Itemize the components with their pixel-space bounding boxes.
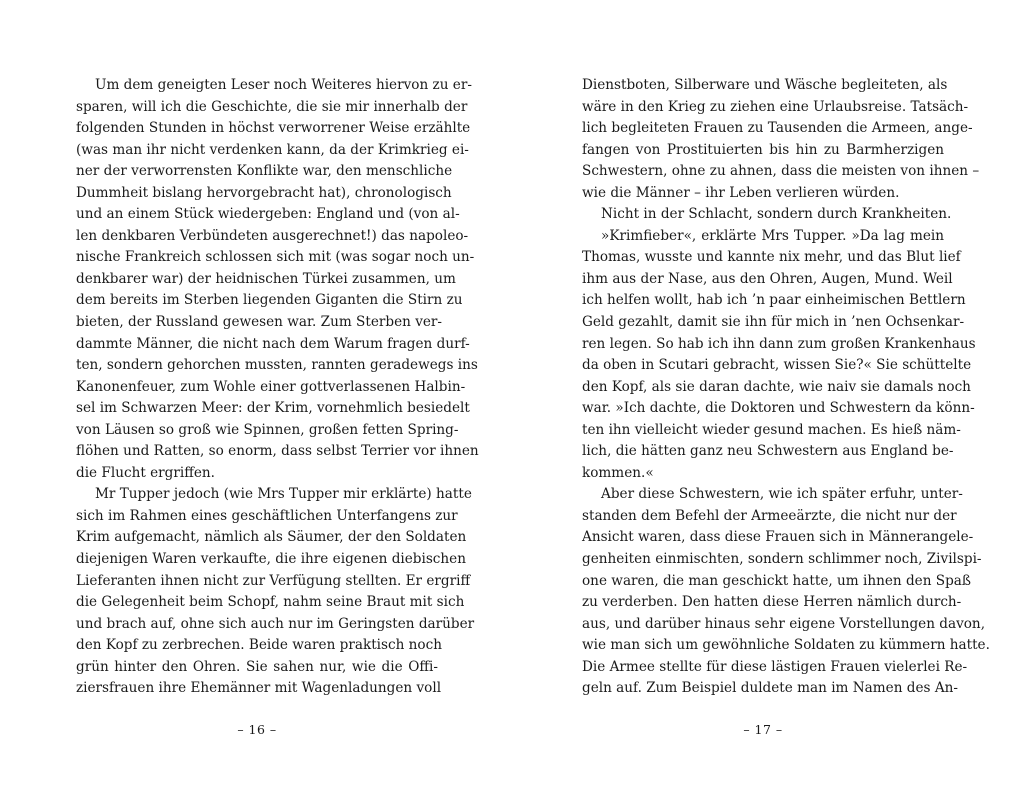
left-page-line: Mr Tupper jedoch (wie Mrs Tupper mir erklärte) hatte — [95, 486, 472, 503]
left-page-line: len denkbaren Verbündeten ausgerechnet!) das napoleo- — [76, 227, 469, 244]
left-page-line: Krim aufgemacht, nämlich als Säumer, der den Soldaten — [76, 529, 467, 546]
left-page-line: Lieferanten ihnen nicht zur Verfügung stellten. Er ergriff — [76, 572, 471, 589]
left-page-line: Dummheit bislang hervorgebracht hat), chronologisch — [76, 184, 452, 201]
right-page-line: lich, die hätten ganz neu Schwestern aus England be- — [582, 443, 954, 460]
left-page-line: und an einem Stück wiedergeben: England und (von al- — [76, 206, 460, 223]
left-page-line: ziersfrauen ihre Ehemänner mit Wagenladungen voll — [76, 680, 442, 697]
right-page-line: den Kopf, als sie daran dachte, wie naiv sie damals noch — [582, 378, 971, 395]
right-page-line: ren legen. So hab ich ihn dann zum großen Krankenhaus — [582, 335, 976, 352]
right-page-line: ten ihn vielleicht wieder gesund machen. Es hieß näm- — [582, 421, 961, 438]
right-page-line: standen dem Befehl der Armeeärzte, die nicht nur der — [582, 507, 957, 524]
right-page-line: wie man sich um gewöhnliche Soldaten zu kümmern hatte. — [582, 637, 990, 654]
right-page-line: one waren, die man geschickt hatte, um ihnen den Spaß — [582, 572, 971, 589]
left-page-line: grün hinter den Ohren. Sie sahen nur, wie die Offi- — [76, 658, 438, 675]
right-page-line: Nicht in der Schlacht, sondern durch Krankheiten. — [601, 206, 952, 223]
right-page-line: Thomas, wusste und kannte nix mehr, und das Blut lief — [582, 249, 961, 266]
right-page-line: fangen von Prostituierten bis hin zu Barmherzigen — [582, 141, 944, 158]
right-page-line: war. »Ich dachte, die Doktoren und Schwestern da könn- — [582, 400, 975, 417]
left-page-line: die Flucht ergriffen. — [76, 464, 215, 481]
left-page-line: ner der verworrensten Konflikte war, den menschliche — [76, 163, 453, 180]
left-page-line: Kanonenfeuer, zum Wohle einer gottverlassenen Halbin- — [76, 378, 466, 395]
left-page-number: – 16 – — [237, 722, 277, 737]
right-page-line: geln auf. Zum Beispiel duldete man im Namen des An- — [582, 680, 958, 697]
left-page-line: sel im Schwarzen Meer: der Krim, vornehmlich besiedelt — [76, 400, 470, 417]
left-page-line: (was man ihr nicht verdenken kann, da der Krimkrieg ei- — [76, 141, 469, 158]
left-page-line: sparen, will ich die Geschichte, die sie mir innerhalb der — [76, 98, 468, 115]
right-page-line: Geld gezahlt, damit sie ihn für mich in ’nen Ochsenkar- — [582, 314, 965, 331]
right-page-line: kommen.« — [582, 464, 654, 481]
left-page-line: Um dem geneigten Leser noch Weiteres hiervon zu er- — [95, 77, 472, 93]
left-page-line: sich im Rahmen eines geschäftlichen Unterfangens zur — [76, 507, 458, 524]
left-page-line: dammte Männer, die nicht nach dem Warum fragen durf- — [76, 335, 470, 352]
left-page-line: folgenden Stunden in höchst verworrener Weise erzählte — [76, 120, 471, 137]
left-page-line: ten, sondern gehorchen mussten, rannten geradewegs ins — [76, 357, 478, 374]
right-page-line: aus, und darüber hinaus sehr eigene Vorstellungen davon, — [582, 615, 986, 632]
left-page-line: bieten, der Russland gewesen war. Zum Sterben ver- — [76, 314, 443, 331]
right-page-line: »Krimfieber«, erklärte Mrs Tupper. »Da lag mein — [601, 227, 944, 244]
right-page-line: Schwestern, ohne zu ahnen, dass die meisten von ihnen – — [582, 163, 980, 180]
right-page-text — [582, 75, 990, 700]
left-page-line: nische Frankreich schlossen sich mit (was sogar noch un- — [76, 249, 475, 266]
right-page-line: da oben in Scutari gebracht, wissen Sie?« Sie schüttelte — [582, 357, 972, 374]
left-page-line: denkbarer war) der heidnischen Türkei zusammen, um — [76, 270, 456, 287]
right-page-line: Ansicht waren, dass diese Frauen sich in Männerangele- — [582, 529, 974, 546]
left-page-line: dem bereits im Sterben liegenden Giganten die Stirn zu — [76, 292, 463, 309]
right-page-line: zu verderben. Den hatten diese Herren nämlich durch- — [582, 594, 962, 611]
left-page-line: diejenigen Waren verkaufte, die ihre eigenen diebischen — [76, 551, 466, 568]
left-page-text — [76, 75, 479, 700]
right-page-line: ich helfen wollt, hab ich ’n paar einheimischen Bettlern — [582, 292, 966, 309]
left-page-line: und brach auf, ohne sich auch nur im Geringsten darüber — [76, 615, 475, 632]
left-page-line: die Gelegenheit beim Schopf, nahm seine Braut mit sich — [76, 594, 465, 611]
right-page-line: genheiten einmischten, sondern schlimmer noch, Zivilspi- — [582, 551, 982, 568]
right-page-line: Aber diese Schwestern, wie ich später erfuhr, unter- — [601, 486, 963, 503]
left-page-line: von Läusen so groß wie Spinnen, großen fetten Spring- — [76, 421, 459, 438]
left-page-line: flöhen und Ratten, so enorm, dass selbst Terrier vor ihnen — [76, 443, 479, 460]
right-page-number: – 17 – — [743, 722, 783, 737]
right-page-line: lich begleiteten Frauen zu Tausenden die Armeen, ange- — [582, 120, 973, 137]
left-page-line: den Kopf zu zerbrechen. Beide waren praktisch noch — [76, 637, 442, 654]
right-page-line: Die Armee stellte für diese lästigen Frauen vielerlei Re- — [582, 658, 968, 675]
right-page-line: wie die Männer – ihr Leben verlieren würden. — [582, 184, 900, 201]
right-page-line: ihm aus der Nase, aus den Ohren, Augen, Mund. Weil — [582, 270, 953, 287]
right-page-line: Dienstboten, Silberware und Wäsche begleiteten, als — [582, 77, 948, 93]
right-page-line: wäre in den Krieg zu ziehen eine Urlaubsreise. Tatsäch- — [582, 98, 969, 115]
